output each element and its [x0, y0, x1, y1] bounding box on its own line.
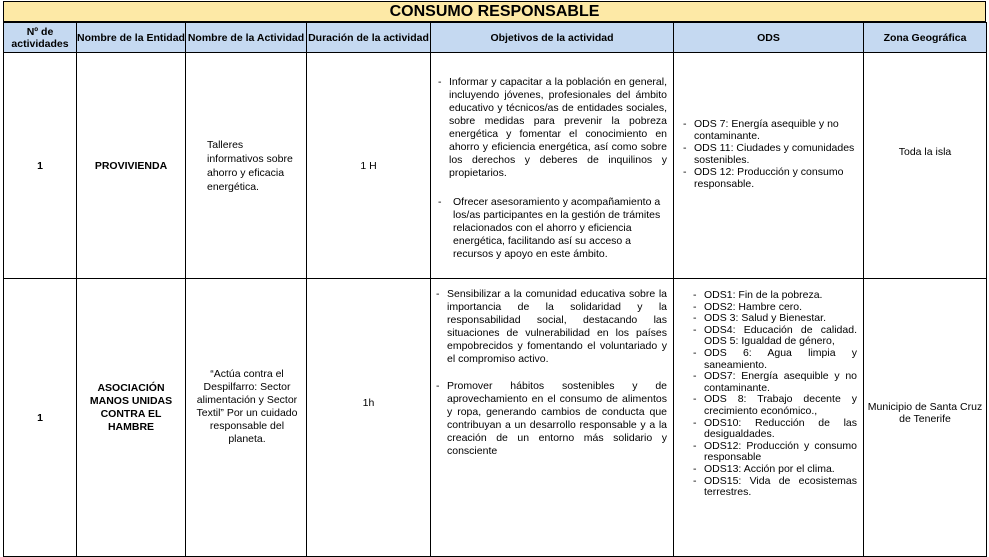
- cell-num: 1: [4, 279, 77, 557]
- list-item: - ODS1: Fin de la pobreza.: [690, 290, 857, 302]
- list-item: - ODS 7: Energía asequible y no contaminante.: [680, 118, 857, 142]
- table-header-row: [4, 23, 987, 53]
- list-item: - ODS 8: Trabajo decente y crecimiento económico.,: [690, 394, 857, 417]
- header-actividad: Nombre de la Actividad: [186, 23, 307, 53]
- cell-entidad: PROVIVIENDA: [77, 53, 186, 279]
- list-item: - Ofrecer asesoramiento y acompañamiento a los/as participantes en la gestión de trámites relacionados con el ahorro y eficiencia energética, facilitando así su acceso a recursos y apoyo en este ámbito.: [435, 196, 667, 261]
- cell-ods: [674, 53, 864, 279]
- list-item: - ODS 11: Ciudades y comunidades sostenibles.: [680, 142, 857, 166]
- table-row: [4, 279, 987, 557]
- list-item: - ODS2: Hambre cero.: [690, 302, 857, 314]
- list-item: - ODS13: Acción por el clima.: [690, 464, 857, 476]
- activities-table: [3, 22, 987, 557]
- list-item: - Informar y capacitar a la población en general, incluyendo jóvenes, profesionales del ámbito educativo y técnicos/as de entidades sociales, sobre medidas para prevenir la pobreza energética y fomentar el conocimiento en ahorro y eficiencia energética, así como sobre los derechos y deberes de inquilinos y propietarios.: [435, 76, 667, 180]
- table-row: [4, 53, 987, 279]
- list-item: - ODS12: Producción y consumo responsable: [690, 441, 857, 464]
- cell-objetivos: [431, 53, 674, 279]
- header-objetivos: Objetivos de la actividad: [431, 23, 674, 53]
- cell-zona: Municipio de Santa Cruz de Tenerife: [864, 279, 987, 557]
- list-item: - Sensibilizar a la comunidad educativa sobre la importancia de la solidaridad y la responsabilidad social, destacando las situaciones de vulnerabilidad en los países empobrecidos y fomentando el voluntariado y el compromiso activo.: [433, 288, 667, 366]
- list-item: - ODS 3: Salud y Bienestar.: [690, 313, 857, 325]
- header-entidad: Nombre de la Entidad: [77, 23, 186, 53]
- cell-entidad: ASOCIACIÓN MANOS UNIDAS CONTRA EL HAMBRE: [77, 279, 186, 557]
- cell-actividad: [186, 53, 307, 279]
- cell-duracion: 1h: [307, 279, 431, 557]
- cell-objetivos: [431, 279, 674, 557]
- list-item: - ODS10: Reducción de las desigualdades.: [690, 418, 857, 441]
- list-item: - ODS15: Vida de ecosistemas terrestres.: [690, 476, 857, 499]
- list-item: - Promover hábitos sostenibles y de aprovechamiento en el consumo de alimentos y ropa, generando cambios de conducta que contribuyan a un desarrollo responsable y a la creación de un entorno más solidario y consciente: [433, 380, 667, 458]
- list-item: - ODS4: Educación de calidad. ODS 5: Igualdad de género,: [690, 325, 857, 348]
- actividad-text: “Actúa contra el Despilfarro: Sector alimentación y Sector Textil” Por un cuidado responsable del planeta.: [196, 367, 298, 445]
- list-item: - ODS 12: Producción y consumo responsable.: [680, 166, 857, 190]
- header-zona: Zona Geográfica: [864, 23, 987, 53]
- actividad-text: Talleres informativos sobre ahorro y eficacia energética.: [207, 138, 293, 193]
- header-ods: ODS: [674, 23, 864, 53]
- list-item: - ODS7: Energía asequible y no contaminante.: [690, 371, 857, 394]
- cell-ods: [674, 279, 864, 557]
- cell-duracion: 1 H: [307, 53, 431, 279]
- header-duracion: Duración de la actividad: [307, 23, 431, 53]
- page-title: CONSUMO RESPONSABLE: [3, 1, 986, 22]
- list-item: - ODS 6: Agua limpia y saneamiento.: [690, 348, 857, 371]
- cell-zona: Toda la isla: [864, 53, 987, 279]
- header-num: Nº de actividades: [4, 23, 77, 53]
- cell-actividad: [186, 279, 307, 557]
- cell-num: 1: [4, 53, 77, 279]
